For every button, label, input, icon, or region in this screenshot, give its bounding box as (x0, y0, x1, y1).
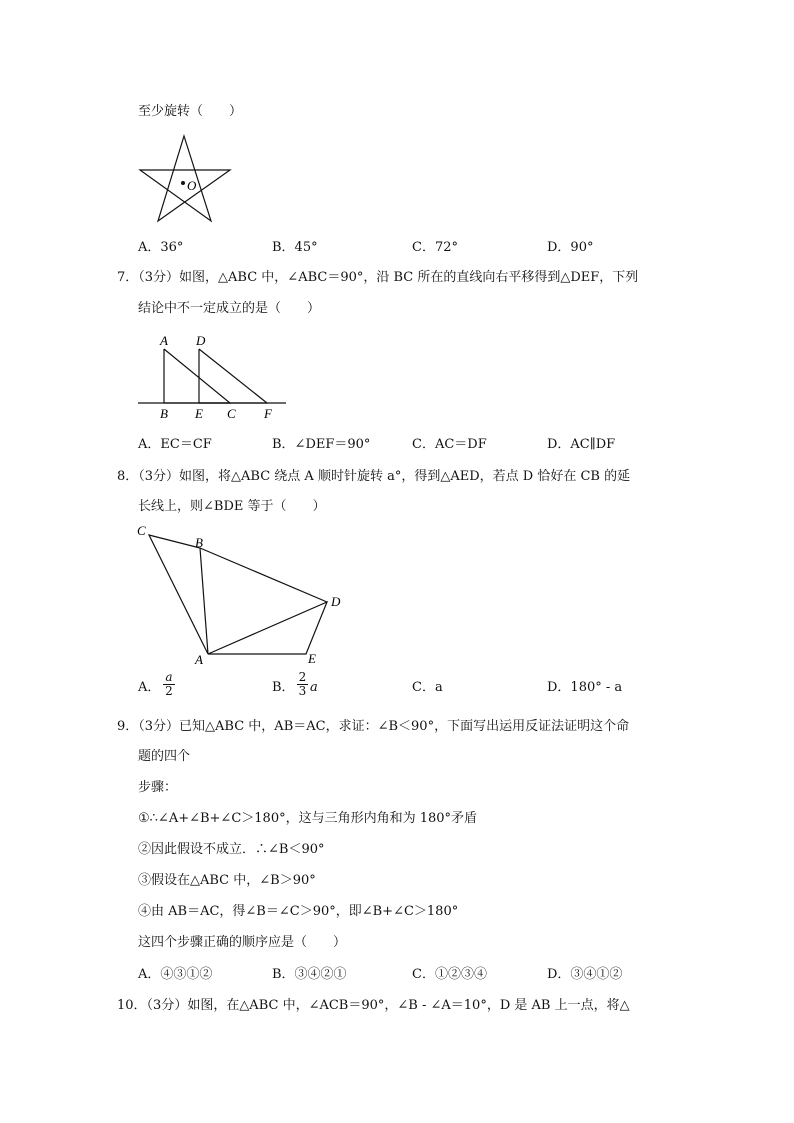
q8-option-b-prefix: B． (272, 680, 295, 695)
q8-option-d: D．180° - a (547, 680, 623, 695)
label-d: D (196, 333, 206, 348)
q8-option-c: C．a (412, 680, 443, 695)
q8-option-a-prefix: A． (138, 680, 161, 695)
q7-option-c: C．AC＝DF (412, 437, 487, 452)
center-point (181, 181, 185, 185)
label-e: E (308, 651, 316, 666)
q9-step-2: ②因此假设不成立．∴∠B＜90° (138, 842, 325, 857)
label-e: E (195, 406, 203, 421)
q6-option-a: A．36° (138, 240, 184, 255)
q7-option-a: A．EC＝CF (138, 437, 212, 452)
q9-stem-line2: 题的四个 (138, 749, 191, 764)
q8-option-b-denominator: 3 (298, 684, 307, 698)
q9-steps-label: 步骤： (138, 780, 178, 795)
label-c: C (227, 406, 236, 421)
label-a: A (160, 333, 168, 348)
q6-tail: 至少旋转（ ） (138, 104, 243, 119)
translation-figure (136, 330, 292, 422)
triangle-abc (149, 535, 208, 654)
rotation-figure (134, 520, 344, 670)
q8-option-b-variable: a (310, 680, 318, 695)
q8-stem-line1: 8．（3分）如图，将△ABC 绕点 A 顺时针旋转 a°，得到△AED，若点 D 恰好在 CB 的延 (117, 469, 631, 484)
star-outline (140, 136, 230, 221)
label-f: F (264, 406, 272, 421)
label-b: B (160, 406, 168, 421)
q7-stem-line1: 7．（3分）如图，△ABC 中，∠ABC＝90°，沿 BC 所在的直线向右平移得到△DEF，下列 (117, 270, 639, 285)
q7-option-d: D．AC∥DF (547, 437, 616, 452)
label-c: C (137, 523, 146, 538)
triangle-abc (164, 349, 230, 403)
triangle-def (199, 349, 267, 403)
star-figure (136, 134, 236, 226)
q9-option-d: D．③④①② (547, 967, 623, 982)
q8-option-a-numerator: a (165, 670, 173, 684)
center-label: O (187, 178, 197, 193)
q9-option-a: A．④③①② (138, 967, 213, 982)
q9-stem-line1: 9．（3分）已知△ABC 中，AB＝AC，求证：∠B＜90°，下面写出运用反证法证明这个命 (117, 719, 630, 734)
label-d: D (331, 594, 341, 609)
q10-stem-line1: 10．（3分）如图，在△ABC 中，∠ACB＝90°，∠B - ∠A＝10°，D 是 AB 上一点，将△ (117, 998, 630, 1013)
q9-option-c: C．①②③④ (412, 967, 487, 982)
q9-step-1: ①∴∠A+∠B+∠C＞180°，这与三角形内角和为 180°矛盾 (138, 811, 478, 826)
q6-option-b: B．45° (272, 240, 318, 255)
q8-option-b-numerator: 2 (298, 670, 307, 684)
q8-option-a-fraction (163, 671, 175, 698)
q9-step-4: ④由 AB＝AC，得∠B＝∠C＞90°，即∠B+∠C＞180° (138, 904, 459, 919)
triangle-aed (208, 602, 327, 654)
q6-option-d: D．90° (547, 240, 594, 255)
q9-step-3: ③假设在△ABC 中，∠B＞90° (138, 873, 316, 888)
label-b: B (195, 535, 203, 550)
q9-question: 这四个步骤正确的顺序应是（ ） (138, 935, 347, 950)
q7-stem-line2: 结论中不一定成立的是（ ） (138, 301, 321, 316)
q8-stem-line2: 长线上，则∠BDE 等于（ ） (138, 499, 326, 514)
label-a: A (195, 652, 203, 667)
q9-option-b: B．③④②① (272, 967, 347, 982)
q7-option-b: B．∠DEF＝90° (272, 437, 371, 452)
segment-bd (200, 548, 327, 602)
q6-option-c: C．72° (412, 240, 458, 255)
q8-option-a-denominator: 2 (163, 684, 175, 698)
q8-option-b-fraction (297, 671, 308, 698)
